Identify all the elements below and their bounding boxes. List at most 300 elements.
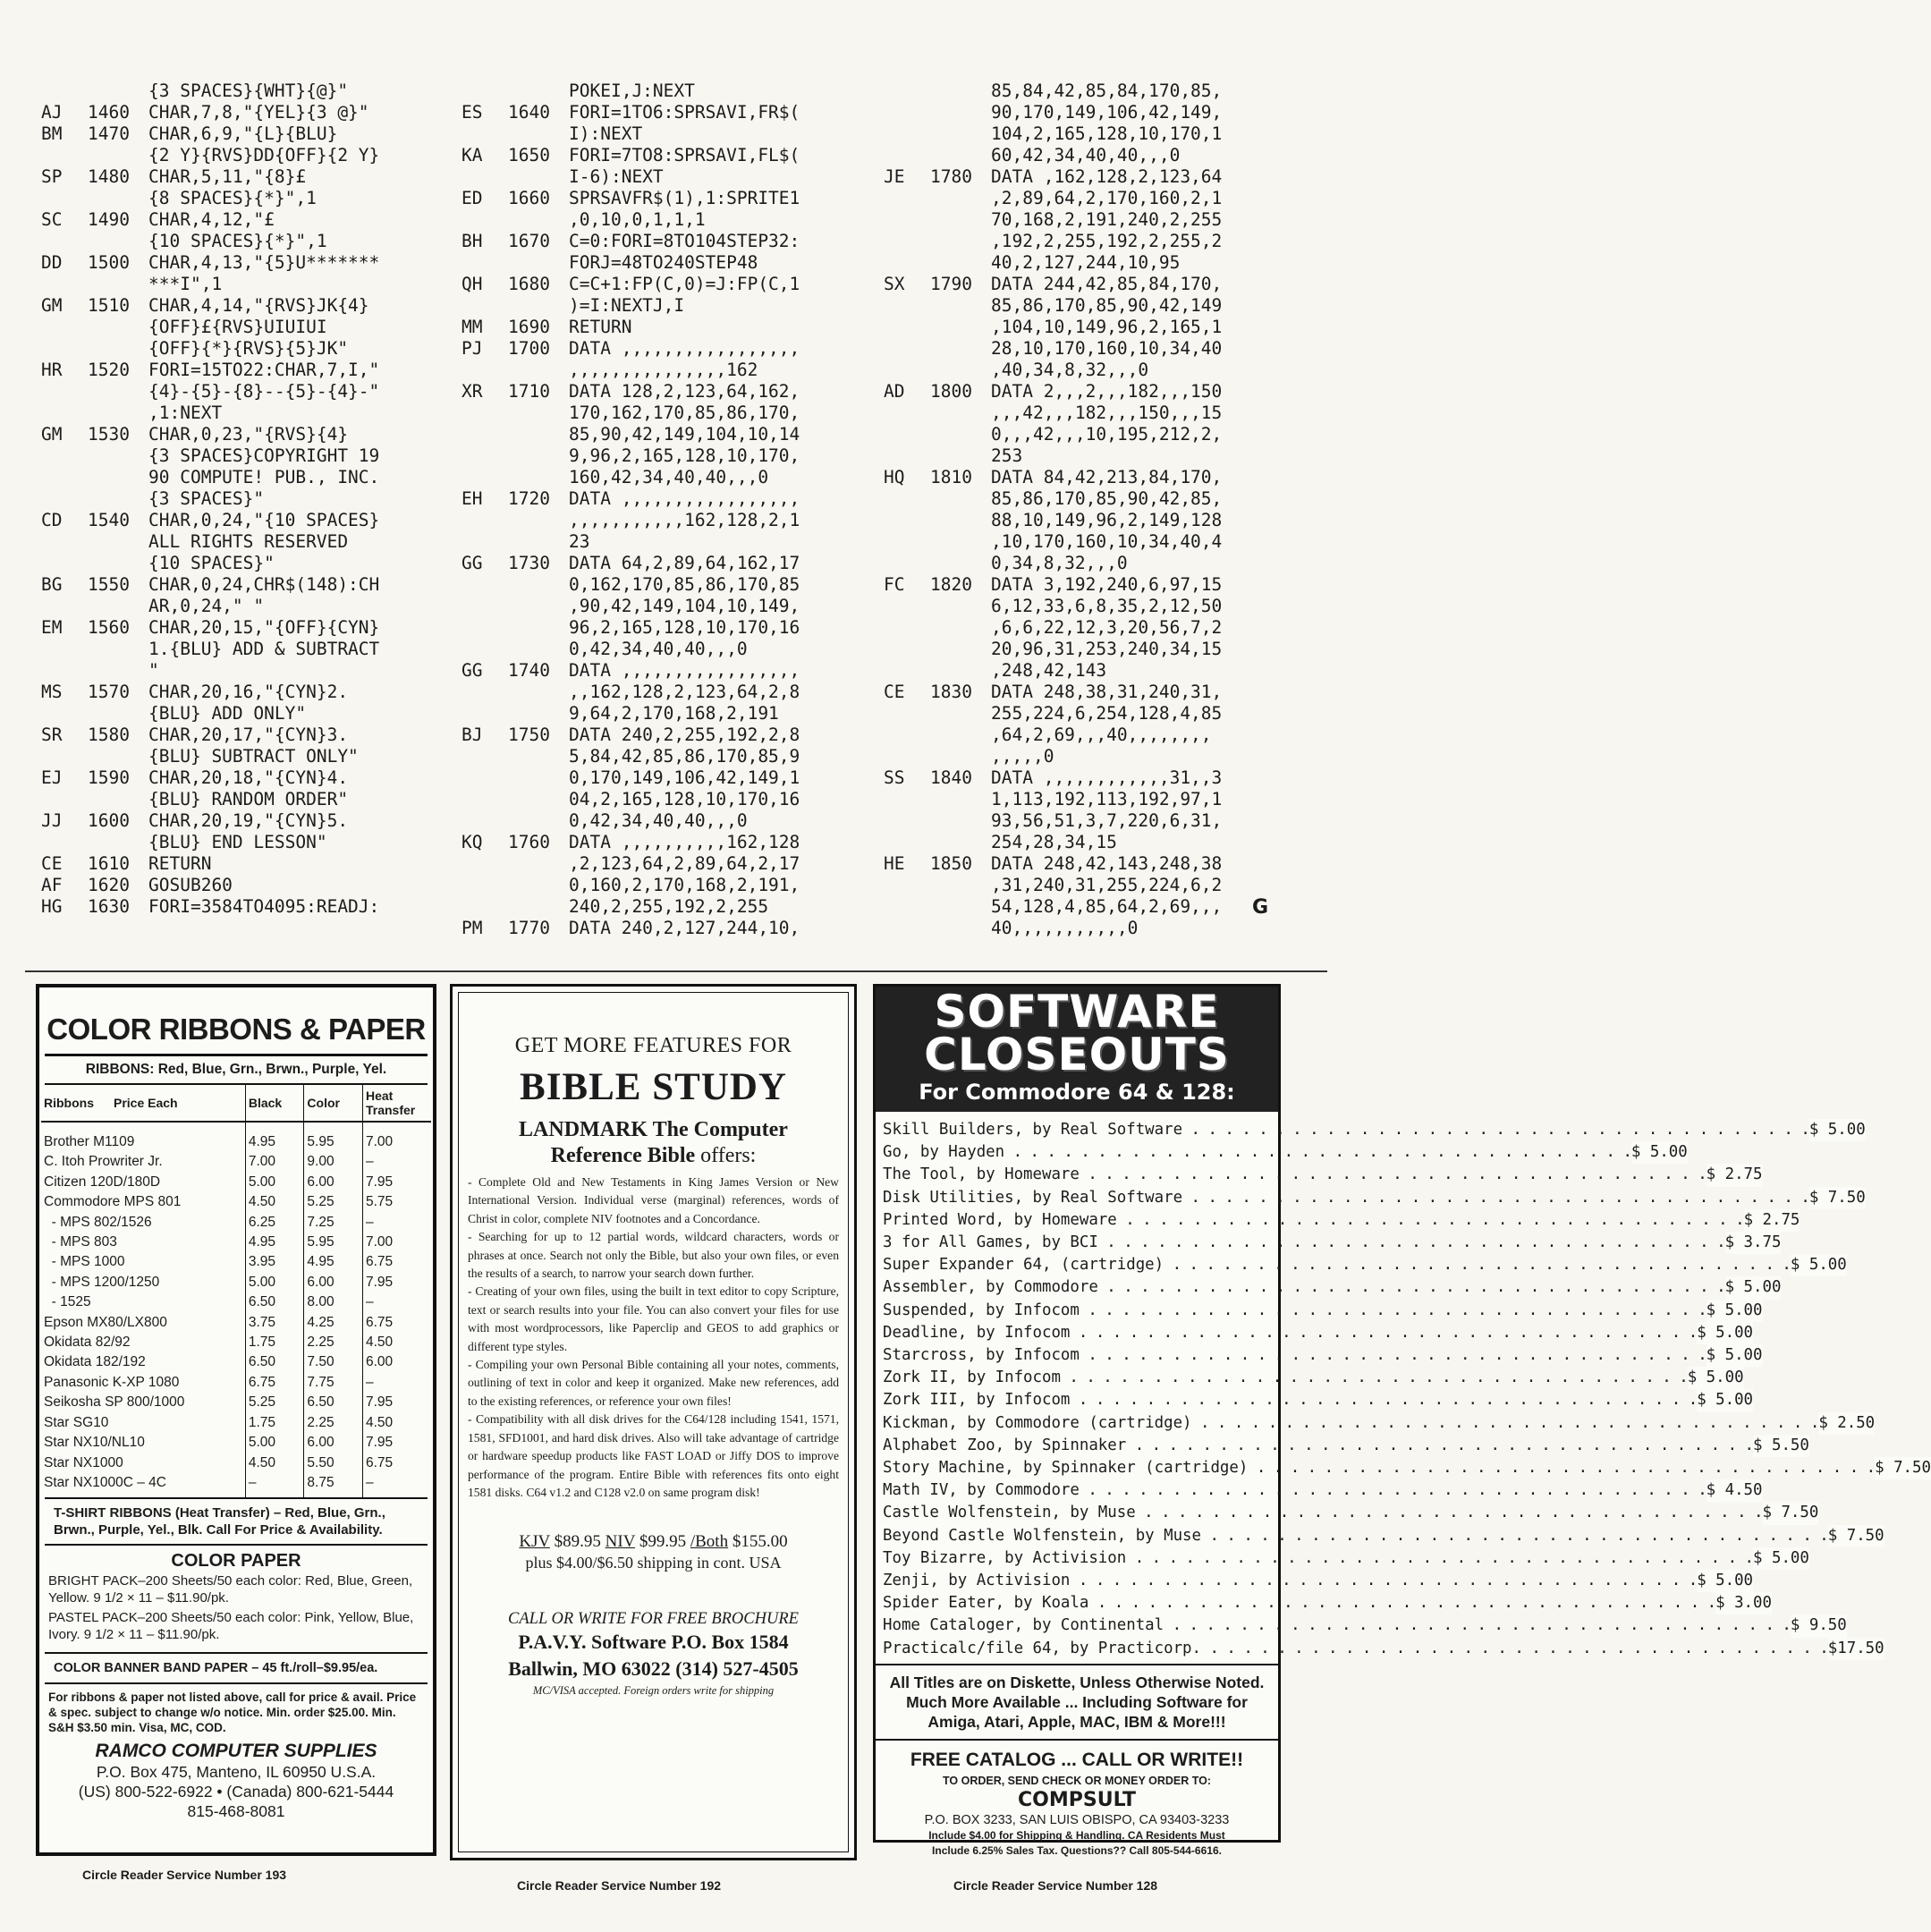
code-text: DATA 3,192,240,6,97,15 (991, 574, 1223, 595)
code-text: {10 SPACES}" (148, 553, 275, 573)
checksum (41, 338, 88, 360)
checksum (884, 488, 930, 510)
reader-service-193: Circle Reader Service Number 193 (82, 1868, 287, 1882)
code-text: 96,2,165,128,10,170,16 (569, 617, 800, 638)
code-text: ALL RIGHTS RESERVED (148, 531, 349, 552)
line-number: 1830 (930, 682, 972, 702)
line-number: 1810 (930, 467, 972, 487)
listing-line (884, 80, 1295, 102)
code-text: DATA 240,2,255,192,2,8 (569, 724, 800, 745)
heat-price: 6.00 (362, 1352, 431, 1372)
heat-price: 6.75 (362, 1453, 431, 1473)
checksum: MM (462, 317, 483, 337)
black-price: 5.25 (245, 1393, 304, 1412)
checksum: SX (884, 274, 905, 294)
line-number (508, 853, 569, 875)
code-text: ,,162,128,2,123,64,2,8 (569, 682, 800, 702)
listing-line (884, 789, 1295, 810)
code-text: 254,28,34,15 (991, 832, 1117, 852)
checksum: AF (41, 875, 63, 895)
code-text: 88,10,149,96,2,149,128 (991, 510, 1223, 530)
line-number (930, 145, 991, 166)
listing-line (884, 832, 1295, 853)
listing-line (884, 617, 1295, 639)
checksum (884, 617, 930, 639)
line-number (88, 467, 148, 488)
color-price: 5.95 (304, 1122, 363, 1152)
code-text: 54,128,4,85,64,2,69,,, (991, 896, 1223, 917)
line-number: 1500 (88, 252, 130, 273)
code-text: 85,90,42,149,104,10,14 (569, 424, 800, 445)
software-price: $ 7.50 (1809, 1187, 1866, 1209)
software-title: Toy Bizarre, by Activision . . . (883, 1547, 1753, 1570)
checksum (884, 123, 930, 145)
listing-line (462, 166, 873, 188)
ribbon-row (41, 1373, 431, 1393)
code-text: FORI=7TO8:SPRSAVI,FL$( (569, 145, 800, 165)
black-price: 1.75 (245, 1413, 304, 1433)
listing-line (41, 360, 444, 381)
code-text: 0,42,34,40,40,,,0 (569, 810, 748, 831)
bible-features (468, 1168, 839, 1502)
checksum (884, 553, 930, 574)
checksum: KA (462, 145, 483, 165)
checksum (462, 531, 508, 553)
line-number: 1590 (88, 767, 130, 788)
code-text: ,0,10,0,1,1,1 (569, 209, 706, 230)
line-number (930, 510, 991, 531)
heat-price: 7.95 (362, 1433, 431, 1453)
line-number (930, 918, 991, 939)
line-number (508, 402, 569, 424)
listing-line (41, 80, 444, 102)
ribbon-row (41, 1413, 431, 1433)
heat-price: 4.50 (362, 1333, 431, 1352)
checksum: BM (41, 123, 63, 144)
checksum: CE (884, 682, 905, 702)
checksum: SS (884, 767, 905, 788)
line-number (930, 102, 991, 123)
line-number (930, 360, 991, 381)
ribbon-model: Star NX10/NL10 (44, 1435, 145, 1451)
line-number (508, 574, 569, 596)
code-text: 104,2,165,128,10,170,1 (991, 123, 1223, 144)
listing-line (462, 467, 873, 488)
checksum: MS (41, 682, 63, 702)
color-price: 9.00 (304, 1152, 363, 1172)
heat-price: 5.75 (362, 1192, 431, 1212)
listing-line (884, 145, 1295, 166)
listing-line (41, 789, 444, 810)
bible-visa: MC/VISA accepted. Foreign orders write for shipping (532, 1684, 775, 1698)
software-price: $ 4.50 (1707, 1479, 1763, 1502)
checksum (41, 231, 88, 252)
listing-line (462, 767, 873, 789)
code-text: DATA ,,,,,,,,,,,,31,,3 (991, 767, 1223, 788)
line-number (88, 553, 148, 574)
software-price: $ 3.75 (1725, 1232, 1782, 1254)
col-header-black: Black (245, 1085, 304, 1122)
software-price: $ 3.00 (1715, 1592, 1772, 1614)
listing-line (462, 574, 873, 596)
listing-line (884, 896, 1295, 918)
listing-line (884, 295, 1295, 317)
line-number (88, 231, 148, 252)
ribbon-model: Citizen 120D/180D (44, 1174, 161, 1190)
ribbon-row (41, 1173, 431, 1192)
listing-column-2 (462, 80, 873, 939)
bible-call: CALL OR WRITE FOR FREE BROCHURE (508, 1610, 799, 1629)
code-text: ,104,10,149,96,2,165,1 (991, 317, 1223, 337)
code-text: CHAR,5,11,"{8}£ (148, 166, 307, 187)
checksum: BH (462, 231, 483, 251)
checksum: SP (41, 166, 63, 187)
listing-line (462, 274, 873, 295)
line-number: 1640 (508, 102, 550, 123)
code-text: FORJ=48TO240STEP48 (569, 252, 758, 273)
color-price: 4.25 (304, 1313, 363, 1333)
software-title: Disk Utilities, by Real Software . . . (883, 1187, 1809, 1209)
bible-landmark: LANDMARK The Computer (519, 1118, 788, 1141)
black-price: 4.50 (245, 1453, 304, 1473)
code-text: ,64,2,69,,,40,,,,,,,, (991, 724, 1212, 745)
checksum (41, 639, 88, 660)
code-text: ,,,42,,,182,,,150,,,15 (991, 402, 1223, 423)
code-text: 0,170,149,106,42,149,1 (569, 767, 800, 788)
color-price: 8.00 (304, 1292, 363, 1312)
black-price: 1.75 (245, 1333, 304, 1352)
line-number (88, 596, 148, 617)
color-price: 7.75 (304, 1373, 363, 1393)
line-number: 1560 (88, 617, 130, 638)
line-number (88, 188, 148, 209)
listing-line (884, 488, 1295, 510)
listing-line (462, 617, 873, 639)
listing-line (41, 274, 444, 295)
black-price: 6.50 (245, 1292, 304, 1312)
software-price: $ 2.75 (1707, 1164, 1763, 1186)
line-number (930, 746, 991, 767)
line-number: 1660 (508, 188, 550, 208)
code-text: CHAR,4,14,"{RVS}JK{4} (148, 295, 369, 316)
software-title: Deadline, by Infocom . . . (883, 1322, 1697, 1344)
listing-column-3 (884, 80, 1295, 939)
ribbon-price-table (41, 1085, 431, 1497)
black-price: 3.75 (245, 1313, 304, 1333)
line-number (930, 875, 991, 896)
listing-line (41, 617, 444, 639)
closeout-item (883, 1570, 1754, 1592)
checksum: QH (462, 274, 483, 294)
line-number (88, 381, 148, 402)
line-number (508, 896, 569, 918)
line-number (508, 810, 569, 832)
heat-price: 7.00 (362, 1233, 431, 1252)
code-text: {8 SPACES}{*}",1 (148, 188, 317, 208)
listing-column-1 (41, 80, 444, 918)
line-number (930, 724, 991, 746)
listing-line (41, 338, 444, 360)
listing-line (462, 746, 873, 767)
line-number (930, 832, 991, 853)
line-number (88, 703, 148, 724)
color-price: 6.00 (304, 1433, 363, 1453)
code-text: ,31,240,31,255,224,6,2 (991, 875, 1223, 895)
heat-price: – (362, 1373, 431, 1393)
listing-line (884, 231, 1295, 252)
line-number (930, 402, 991, 424)
ribbon-row (41, 1393, 431, 1412)
checksum (462, 853, 508, 875)
heat-price: 6.75 (362, 1252, 431, 1272)
listing-line (462, 639, 873, 660)
pastel-pack: PASTEL PACK–200 Sheets/50 each color: Pink, Yellow, Blue, Ivory. 9 1/2 × 11 – $11.90/pk. (48, 1610, 414, 1642)
bible-prices: KJV $89.95 NIV $99.95 /Both $155.00 (519, 1532, 788, 1552)
checksum (462, 424, 508, 445)
line-number: 1630 (88, 896, 130, 917)
listing-line (41, 317, 444, 338)
code-text: CHAR,6,9,"{L}{BLU} (148, 123, 338, 144)
closeout-item (883, 1209, 1800, 1232)
line-number (930, 445, 991, 467)
ribbon-row (41, 1352, 431, 1372)
line-number: 1700 (508, 338, 550, 359)
code-text: DATA ,,,,,,,,,,,,,,,,, (569, 660, 800, 681)
code-text: ***I",1 (148, 274, 223, 294)
line-number (508, 510, 569, 531)
color-price: 5.50 (304, 1453, 363, 1473)
checksum: EM (41, 617, 63, 638)
software-title: The Tool, by Homeware . . . (883, 1164, 1707, 1186)
line-number (88, 488, 148, 510)
checksum: AJ (41, 102, 63, 123)
checksum: EH (462, 488, 483, 509)
closeout-item (883, 1322, 1754, 1344)
checksum (884, 832, 930, 853)
listing-line (41, 467, 444, 488)
software-price: $ 5.00 (1707, 1300, 1763, 1322)
line-number (508, 596, 569, 617)
checksum (462, 295, 508, 317)
closeout-item (883, 1547, 1809, 1570)
line-number (508, 424, 569, 445)
closeout-item (883, 1187, 1866, 1209)
compsult-tax: Include 6.25% Sales Tax. Questions?? Call 805-544-6616. (932, 1843, 1222, 1857)
tshirt-ribbons: T-SHIRT RIBBONS (Heat Transfer) – Red, Blue, Grn., Brwn., Purple, Yel., Blk. Call For Price & Availability. (45, 1497, 428, 1546)
col-header-ribbons: Ribbons Price Each (41, 1085, 245, 1122)
feature-item: - Complete Old and New Testaments in King James Version or New International Version. Individual verse (marginal) references, words of Christ in color, complete NIV footnotes and a Concordance. (468, 1175, 839, 1225)
listing-line (462, 703, 873, 724)
listing-line (41, 853, 444, 875)
software-title: Zork III, by Infocom . . . (883, 1389, 1697, 1411)
feature-item: - Searching for up to 12 partial words, wildcard characters, words or phrases at once. Search not only the Bible, but also your own files, or even the results of a search, to narrow your search down further. (468, 1230, 839, 1281)
code-text: 23 (569, 531, 590, 552)
listing-line (884, 853, 1295, 875)
line-number: 1570 (88, 682, 130, 702)
listing-line (41, 424, 444, 445)
ribbon-model: Panasonic K-XP 1080 (44, 1374, 180, 1390)
software-title: Alphabet Zoo, by Spinnaker . . . (883, 1435, 1753, 1457)
line-number: 1800 (930, 381, 972, 402)
line-number (508, 295, 569, 317)
code-text: CHAR,0,23,"{RVS}{4} (148, 424, 349, 445)
listing-line (884, 252, 1295, 274)
closeout-item (883, 1119, 1866, 1141)
line-number: 1820 (930, 574, 972, 595)
bible-reference: Reference Bible offers: (550, 1144, 757, 1167)
order-instruction: TO ORDER, SEND CHECK OR MONEY ORDER TO: (942, 1774, 1212, 1787)
listing-line (462, 510, 873, 531)
line-number (88, 832, 148, 853)
code-text: I):NEXT (569, 123, 643, 144)
closeout-item (883, 1435, 1809, 1457)
code-text: {2 Y}{RVS}DD{OFF}{2 Y} (148, 145, 380, 165)
code-text: DATA ,162,128,2,123,64 (991, 166, 1223, 187)
line-number (88, 338, 148, 360)
listing-line (462, 145, 873, 166)
listing-line (41, 875, 444, 896)
listing-line (462, 402, 873, 424)
code-text: 40,,,,,,,,,,,0 (991, 918, 1139, 938)
software-title: Zenji, by Activision . . . (883, 1570, 1697, 1592)
line-number (508, 531, 569, 553)
heat-price: – (362, 1152, 431, 1172)
line-number: 1470 (88, 123, 130, 144)
listing-line (462, 682, 873, 703)
code-text: 0,42,34,40,40,,,0 (569, 639, 748, 659)
black-price: 7.00 (245, 1152, 304, 1172)
checksum: CE (41, 853, 63, 874)
code-text: CHAR,20,16,"{CYN}2. (148, 682, 349, 702)
listing-line (884, 553, 1295, 574)
listing-line (462, 896, 873, 918)
line-number: 1540 (88, 510, 130, 530)
black-price: 5.00 (245, 1273, 304, 1292)
code-text: CHAR,20,15,"{OFF}{CYN} (148, 617, 380, 638)
code-text: DATA 64,2,89,64,162,17 (569, 553, 800, 573)
listing-line (884, 875, 1295, 896)
checksum (462, 789, 508, 810)
checksum: HE (884, 853, 905, 874)
code-text: ,,,,,,,,,,,162,128,2,1 (569, 510, 800, 530)
color-price: 2.25 (304, 1413, 363, 1433)
software-title: Kickman, by Commodore (cartridge) . . . (883, 1412, 1818, 1435)
closeout-note: All Titles are on Diskette, Unless Otherwise Noted. Much More Available ... Including Software for Amiga, Atari, Apple, MAC, IBM & More!!! (876, 1665, 1278, 1741)
line-number: 1770 (508, 918, 550, 938)
heat-price: 7.00 (362, 1122, 431, 1152)
listing-line (884, 338, 1295, 360)
code-text: 160,42,34,40,40,,,0 (569, 467, 769, 487)
code-text: 1,113,192,113,192,97,1 (991, 789, 1223, 809)
code-text: POKEI,J:NEXT (569, 80, 695, 101)
ribbon-model: Star SG10 (44, 1414, 109, 1430)
checksum (884, 360, 930, 381)
line-number (930, 596, 991, 617)
line-number (88, 660, 148, 682)
checksum (41, 660, 88, 682)
ribbon-model: - MPS 803 (44, 1234, 117, 1250)
code-text: CHAR,7,8,"{YEL}{3 @}" (148, 102, 369, 123)
listing-line (41, 102, 444, 123)
line-number (508, 80, 569, 102)
listing-line (884, 639, 1295, 660)
line-number (88, 789, 148, 810)
ribbon-row (41, 1213, 431, 1233)
code-text: 240,2,255,192,2,255 (569, 896, 769, 917)
checksum: EJ (41, 767, 63, 788)
listing-line (41, 531, 444, 553)
listing-line (41, 402, 444, 424)
checksum: PJ (462, 338, 483, 359)
checksum (884, 875, 930, 896)
black-price: 6.25 (245, 1213, 304, 1233)
code-text: ,2,89,64,2,170,160,2,1 (991, 188, 1223, 208)
color-price: 6.00 (304, 1273, 363, 1292)
code-text: {3 SPACES}" (148, 488, 265, 509)
code-text: 5,84,42,85,86,170,85,9 (569, 746, 800, 767)
software-title: Go, by Hayden . . . (883, 1141, 1631, 1164)
closeout-item (883, 1502, 1819, 1524)
code-text: ,2,123,64,2,89,64,2,17 (569, 853, 800, 874)
software-title: Story Machine, by Spinnaker (cartridge) . . . (883, 1457, 1875, 1479)
closeouts-header (876, 987, 1278, 1112)
listing-line (884, 682, 1295, 703)
col-header-heat: Heat Transfer (362, 1085, 431, 1122)
ribbon-model: Star NX1000 (44, 1454, 123, 1470)
listing-line (462, 381, 873, 402)
code-text: 90 COMPUTE! PUB., INC. (148, 467, 380, 487)
listing-line (41, 682, 444, 703)
line-number (508, 123, 569, 145)
line-number: 1580 (88, 724, 130, 745)
checksum (884, 80, 930, 102)
line-number: 1600 (88, 810, 130, 831)
listing-line (462, 789, 873, 810)
line-number (508, 252, 569, 274)
code-text: 1.{BLU} ADD & SUBTRACT (148, 639, 380, 659)
code-text: ,,,,,,,,,,,,,,,162 (569, 360, 758, 380)
line-number (508, 166, 569, 188)
checksum (884, 918, 930, 939)
checksum (462, 252, 508, 274)
software-price: $ 9.50 (1791, 1614, 1847, 1637)
code-text: DATA 2,,,2,,,182,,,150 (991, 381, 1223, 402)
checksum (884, 639, 930, 660)
listing-line (462, 918, 873, 939)
software-price: $ 5.00 (1809, 1119, 1866, 1141)
checksum: ED (462, 188, 483, 208)
ribbon-model: Brother M1109 (44, 1134, 135, 1149)
code-text: 93,56,51,3,7,220,6,31, (991, 810, 1223, 831)
code-text: DATA 248,42,143,248,38 (991, 853, 1223, 874)
color-price: 8.75 (304, 1473, 363, 1497)
ramco-title: COLOR RIBBONS & PAPER (45, 987, 428, 1056)
code-text: CHAR,4,12,"£ (148, 209, 275, 230)
code-text: DATA ,,,,,,,,,,,,,,,,, (569, 488, 800, 509)
checksum (462, 703, 508, 724)
line-number: 1550 (88, 574, 130, 595)
software-price: $ 7.50 (1828, 1525, 1884, 1547)
line-number: 1760 (508, 832, 550, 852)
code-text: DATA 244,42,85,84,170, (991, 274, 1223, 294)
listing-line (884, 810, 1295, 832)
line-number (930, 209, 991, 231)
checksum (41, 402, 88, 424)
ribbon-row (41, 1152, 431, 1172)
checksum (41, 789, 88, 810)
code-text: {BLU} ADD ONLY" (148, 703, 307, 724)
line-number (930, 810, 991, 832)
